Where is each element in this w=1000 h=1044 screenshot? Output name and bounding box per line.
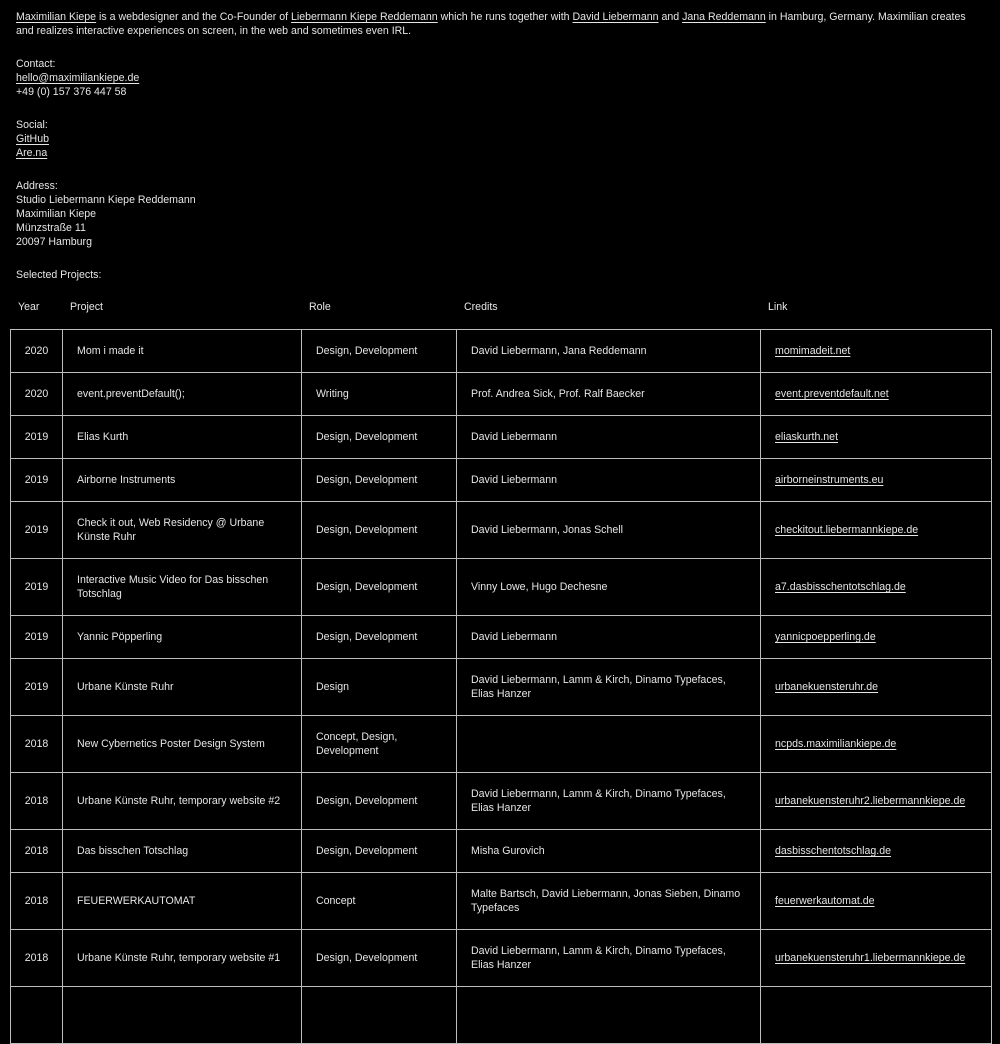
projects-heading xyxy=(16,268,101,282)
project-credits-cell: David Liebermann xyxy=(457,416,761,459)
project-role-cell: Design, Development xyxy=(302,416,457,459)
project-year-cell: 2018 xyxy=(11,830,63,873)
project-credits-cell: David Liebermann xyxy=(457,459,761,502)
project-name-cell: Urbane Künste Ruhr xyxy=(63,659,302,716)
project-link[interactable]: airborneinstruments.eu xyxy=(775,474,884,486)
project-link-cell xyxy=(761,659,992,716)
intro-text-3: and xyxy=(658,11,683,23)
project-role-cell: Design, Development xyxy=(302,502,457,559)
project-year-cell: 2018 xyxy=(11,873,63,930)
project-credits-cell: Misha Gurovich xyxy=(457,830,761,873)
project-link-cell xyxy=(761,416,992,459)
project-credits-cell xyxy=(457,987,761,1044)
project-year-cell: 2020 xyxy=(11,330,63,373)
intro-text-2: which he runs together with xyxy=(437,11,573,23)
project-credits-cell xyxy=(457,716,761,773)
partner-link-jana[interactable]: Jana Reddemann xyxy=(682,11,766,23)
column-header-link: Link xyxy=(768,301,788,313)
intro-text-4: in Hamburg, Germany. Maximilian creates and realizes interactive experiences on screen, in the web and sometimes even IRL. xyxy=(16,11,966,37)
project-link-cell xyxy=(761,987,992,1044)
project-row xyxy=(11,416,992,459)
project-role-cell: Design, Development xyxy=(302,330,457,373)
project-year-cell: 2019 xyxy=(11,416,63,459)
project-name-cell: Interactive Music Video for Das bisschen Totschlag xyxy=(63,559,302,616)
project-row xyxy=(11,930,992,987)
project-link-cell xyxy=(761,830,992,873)
project-link[interactable]: a7.dasbisschentotschlag.de xyxy=(775,581,906,593)
address-label: Address: xyxy=(16,180,58,192)
column-header-role: Role xyxy=(309,301,331,313)
address-section xyxy=(16,179,196,249)
arena-link[interactable]: Are.na xyxy=(16,147,48,159)
project-row xyxy=(11,502,992,559)
project-credits-cell: David Liebermann xyxy=(457,616,761,659)
project-role-cell: Design, Development xyxy=(302,930,457,987)
project-row xyxy=(11,659,992,716)
projects-table xyxy=(10,329,992,1044)
project-year-cell: 2019 xyxy=(11,502,63,559)
project-role-cell: Concept, Design, Development xyxy=(302,716,457,773)
project-year-cell: 2018 xyxy=(11,930,63,987)
address-line-2: Maximilian Kiepe xyxy=(16,208,97,220)
project-link[interactable]: checkitout.liebermannkiepe.de xyxy=(775,524,919,536)
intro-text-1: is a webdesigner and the Co-Founder of xyxy=(96,11,292,23)
project-year-cell: 2019 xyxy=(11,559,63,616)
project-link-cell xyxy=(761,459,992,502)
contact-label: Contact: xyxy=(16,58,56,70)
project-name-cell: Urbane Künste Ruhr, temporary website #1 xyxy=(63,930,302,987)
project-row xyxy=(11,330,992,373)
project-credits-cell: Prof. Andrea Sick, Prof. Ralf Baecker xyxy=(457,373,761,416)
project-link[interactable]: ncpds.maximiliankiepe.de xyxy=(775,738,897,750)
address-line-3: Münzstraße 11 xyxy=(16,222,86,234)
project-name-cell: Yannic Pöpperling xyxy=(63,616,302,659)
project-row xyxy=(11,873,992,930)
column-header-project: Project xyxy=(70,301,103,313)
project-link-cell xyxy=(761,373,992,416)
project-role-cell: Design, Development xyxy=(302,616,457,659)
project-link-cell xyxy=(761,773,992,830)
project-link-cell xyxy=(761,930,992,987)
project-credits-cell: David Liebermann, Lamm & Kirch, Dinamo Typefaces, Elias Hanzer xyxy=(457,930,761,987)
project-role-cell: Design xyxy=(302,659,457,716)
project-role-cell: Design, Development xyxy=(302,773,457,830)
projects-table-header xyxy=(0,300,1000,314)
project-year-cell: 2019 xyxy=(11,459,63,502)
project-link-cell xyxy=(761,559,992,616)
project-link-cell xyxy=(761,716,992,773)
project-link-cell xyxy=(761,873,992,930)
project-year-cell xyxy=(11,987,63,1044)
project-row xyxy=(11,373,992,416)
project-row xyxy=(11,830,992,873)
project-link[interactable]: momimadeit.net xyxy=(775,345,851,357)
project-name-cell: event.preventDefault(); xyxy=(63,373,302,416)
project-credits-cell: David Liebermann, Jonas Schell xyxy=(457,502,761,559)
project-role-cell: Writing xyxy=(302,373,457,416)
project-name-cell xyxy=(63,987,302,1044)
project-credits-cell: David Liebermann, Lamm & Kirch, Dinamo Typefaces, Elias Hanzer xyxy=(457,659,761,716)
email-link[interactable]: hello@maximiliankiepe.de xyxy=(16,72,140,84)
project-name-cell: Das bisschen Totschlag xyxy=(63,830,302,873)
project-name-cell: Mom i made it xyxy=(63,330,302,373)
projects-table-body xyxy=(11,330,992,1044)
project-role-cell: Design, Development xyxy=(302,459,457,502)
project-name-cell: Urbane Künste Ruhr, temporary website #2 xyxy=(63,773,302,830)
phone-number: +49 (0) 157 376 447 58 xyxy=(16,86,127,98)
project-role-cell: Design, Development xyxy=(302,830,457,873)
column-header-credits: Credits xyxy=(464,301,498,313)
project-name-cell: Elias Kurth xyxy=(63,416,302,459)
project-link[interactable]: urbanekuensteruhr.de xyxy=(775,681,879,693)
project-link[interactable]: eliaskurth.net xyxy=(775,431,839,443)
project-link[interactable]: feuerwerkautomat.de xyxy=(775,895,875,907)
project-role-cell xyxy=(302,987,457,1044)
projects-title: Selected Projects: xyxy=(16,269,102,281)
project-link[interactable]: urbanekuensteruhr2.liebermannkiepe.de xyxy=(775,795,966,807)
project-row xyxy=(11,987,992,1044)
project-link[interactable]: yannicpoepperling.de xyxy=(775,631,876,643)
project-row xyxy=(11,616,992,659)
project-credits-cell: Malte Bartsch, David Liebermann, Jonas Sieben, Dinamo Typefaces xyxy=(457,873,761,930)
project-row xyxy=(11,459,992,502)
address-line-4: 20097 Hamburg xyxy=(16,236,92,248)
github-link[interactable]: GitHub xyxy=(16,133,49,145)
project-link[interactable]: urbanekuensteruhr1.liebermannkiepe.de xyxy=(775,952,966,964)
project-year-cell: 2020 xyxy=(11,373,63,416)
project-link[interactable]: event.preventdefault.net xyxy=(775,388,889,400)
project-credits-cell: Vinny Lowe, Hugo Dechesne xyxy=(457,559,761,616)
project-name-cell: New Cybernetics Poster Design System xyxy=(63,716,302,773)
social-section xyxy=(16,118,49,160)
studio-link[interactable]: Liebermann Kiepe Reddemann xyxy=(291,11,438,23)
column-header-year: Year xyxy=(18,301,40,313)
project-name-cell: Airborne Instruments xyxy=(63,459,302,502)
project-name-cell: Check it out, Web Residency @ Urbane Künste Ruhr xyxy=(63,502,302,559)
project-credits-cell: David Liebermann, Lamm & Kirch, Dinamo Typefaces, Elias Hanzer xyxy=(457,773,761,830)
project-link-cell xyxy=(761,502,992,559)
project-name-cell: FEUERWERKAUTOMAT xyxy=(63,873,302,930)
intro-paragraph xyxy=(16,10,976,38)
project-role-cell: Concept xyxy=(302,873,457,930)
project-year-cell: 2018 xyxy=(11,773,63,830)
partner-link-david[interactable]: David Liebermann xyxy=(572,11,659,23)
project-link-cell xyxy=(761,616,992,659)
contact-section xyxy=(16,57,139,99)
project-credits-cell: David Liebermann, Jana Reddemann xyxy=(457,330,761,373)
project-year-cell: 2019 xyxy=(11,659,63,716)
project-link-cell xyxy=(761,330,992,373)
project-role-cell: Design, Development xyxy=(302,559,457,616)
project-link[interactable]: dasbisschentotschlag.de xyxy=(775,845,892,857)
project-row xyxy=(11,773,992,830)
project-year-cell: 2019 xyxy=(11,616,63,659)
social-label: Social: xyxy=(16,119,48,131)
address-line-1: Studio Liebermann Kiepe Reddemann xyxy=(16,194,196,206)
project-row xyxy=(11,716,992,773)
project-row xyxy=(11,559,992,616)
project-year-cell: 2018 xyxy=(11,716,63,773)
name-link[interactable]: Maximilian Kiepe xyxy=(16,11,97,23)
